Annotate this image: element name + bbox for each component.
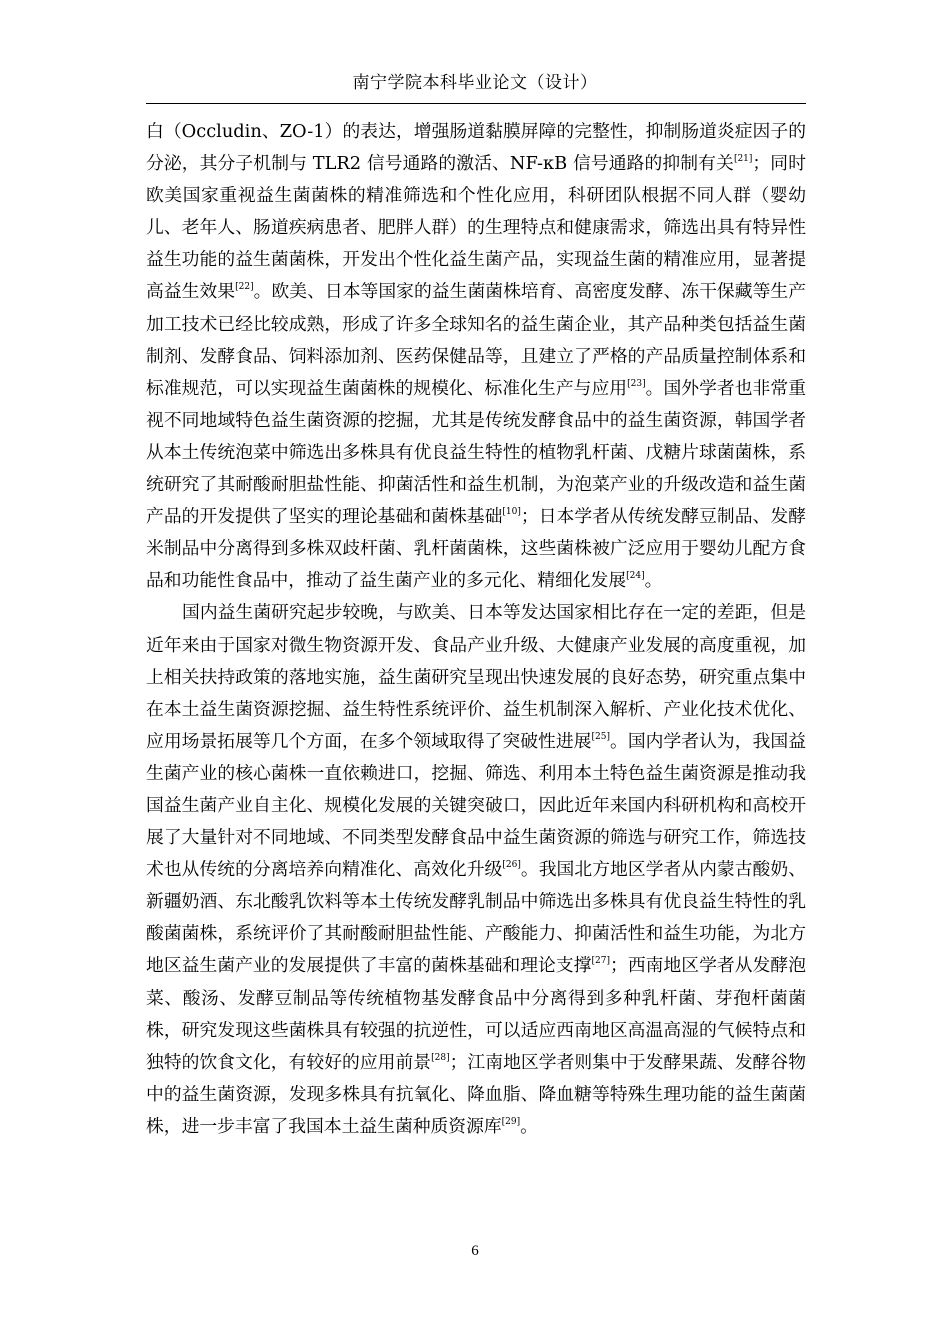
- citation-ref: [10]: [502, 507, 521, 518]
- paragraph-text: 。国内学者认为，我国益生菌产业的核心菌株一直依赖进口，挖掘、筛选、利用本土特色益生菌资源是推动我国益生菌产业自主化、规模化发展的关键突破口，因此近年来国内科研机构和高校开展了大量针对不同地域、不同类型发酵食品中益生菌资源的筛选与研究工作，筛选技术也从传统的分离培养向精准化、高效化升级: [146, 730, 806, 881]
- page-number: 6: [471, 1243, 479, 1259]
- paragraph-text: ；西南地区学者从发酵泡菜、酸汤、发酵豆制品等传统植物基发酵食品中分离得到多种乳杆菌、芽孢杆菌菌株，研究发现这些菌株具有较强的抗逆性，可以适应西南地区高温高湿的气候特点和独特的饮食文化，有较好的应用前景: [146, 955, 806, 1073]
- citation-ref: [22]: [235, 282, 254, 293]
- citation-ref: [26]: [502, 860, 521, 871]
- paragraph-text: 。欧美、日本等国家的益生菌菌株培育、高密度发酵、冻干保藏等生产加工技术已经比较成熟，形成了许多全球知名的益生菌企业，其产品种类包括益生菌制剂、发酵食品、饲料添加剂、医药保健品等，且建立了严格的产品质量控制体系和标准规范，可以实现益生菌菌株的规模化、标准化生产与应用: [146, 281, 806, 399]
- citation-ref: [21]: [733, 154, 753, 165]
- paragraph-2: [146, 597, 806, 1143]
- paragraph-text: 白（Occludin、ZO-1）的表达，增强肠道黏膜屏障的完整性，抑制肠道炎症因子的分泌，其分子机制与 TLR2 信号通路的激活、NF-κB 信号通路的抑制有关: [146, 121, 806, 175]
- body-text: [146, 116, 806, 1143]
- paragraph-text: 国内益生菌研究起步较晚，与欧美、日本等发达国家相比存在一定的差距，但是近年来由于国家对微生物资源开发、食品产业升级、大健康产业发展的高度重视，加上相关扶持政策的落地实施，益生菌研究呈现出快速发展的良好态势，研究重点集中在本土益生菌资源挖掘、益生特性系统评价、益生机制深入解析、产业化技术优化、应用场景拓展等几个方面，在多个领域取得了突破性进展: [146, 602, 806, 752]
- citation-ref: [29]: [501, 1116, 521, 1127]
- paragraph-text: 。国外学者也非常重视不同地域特色益生菌资源的挖掘，尤其是传统发酵食品中的益生菌资源，韩国学者从本土传统泡菜中筛选出多株具有优良益生特性的植物乳杆菌、戊糖片球菌菌株，系统研究了其耐酸耐胆盐性能、抑菌活性和益生机制，为泡菜产业的升级改造和益生菌产品的开发提供了坚实的理论基础和菌株基础: [146, 377, 806, 528]
- paragraph-text: 。: [520, 1115, 538, 1137]
- page-header-title: 南宁学院本科毕业论文（设计）: [352, 73, 598, 93]
- citation-ref: [28]: [431, 1052, 450, 1063]
- paragraph-text: ；日本学者从传统发酵豆制品、发酵米制品中分离得到多株双歧杆菌、乳杆菌菌株，这些菌株被广泛应用于婴幼儿配方食品和功能性食品中，推动了益生菌产业的多元化、精细化发展: [146, 506, 806, 592]
- citation-ref: [23]: [627, 378, 646, 389]
- citation-ref: [24]: [626, 571, 645, 582]
- paragraph-text: ；同时欧美国家重视益生菌菌株的精准筛选和个性化应用，科研团队根据不同人群（婴幼儿、老年人、肠道疾病患者、肥胖人群）的生理特点和健康需求，筛选出具有特异性益生功能的益生菌菌株，开发出个性化益生菌产品，实现益生菌的精准应用，显著提高益生效果: [146, 153, 806, 303]
- paragraph-1: [146, 116, 806, 597]
- citation-ref: [27]: [591, 956, 610, 967]
- paragraph-text: ；江南地区学者则集中于发酵果蔬、发酵谷物中的益生菌资源，发现多株具有抗氧化、降血脂、降血糖等特殊生理功能的益生菌菌株，进一步丰富了我国本土益生菌种质资源库: [146, 1051, 806, 1137]
- header-rule: [146, 103, 806, 104]
- paragraph-text: 。我国北方地区学者从内蒙古酸奶、新疆奶酒、东北酸乳饮料等本土传统发酵乳制品中筛选出多株具有优良益生特性的乳酸菌菌株，系统评价了其耐酸耐胆盐性能、产酸能力、抑菌活性和益生功能，为北方地区益生菌产业的发展提供了丰富的菌株基础和理论支撑: [146, 859, 806, 977]
- paragraph-text: 。: [644, 570, 663, 592]
- citation-ref: [25]: [591, 731, 610, 742]
